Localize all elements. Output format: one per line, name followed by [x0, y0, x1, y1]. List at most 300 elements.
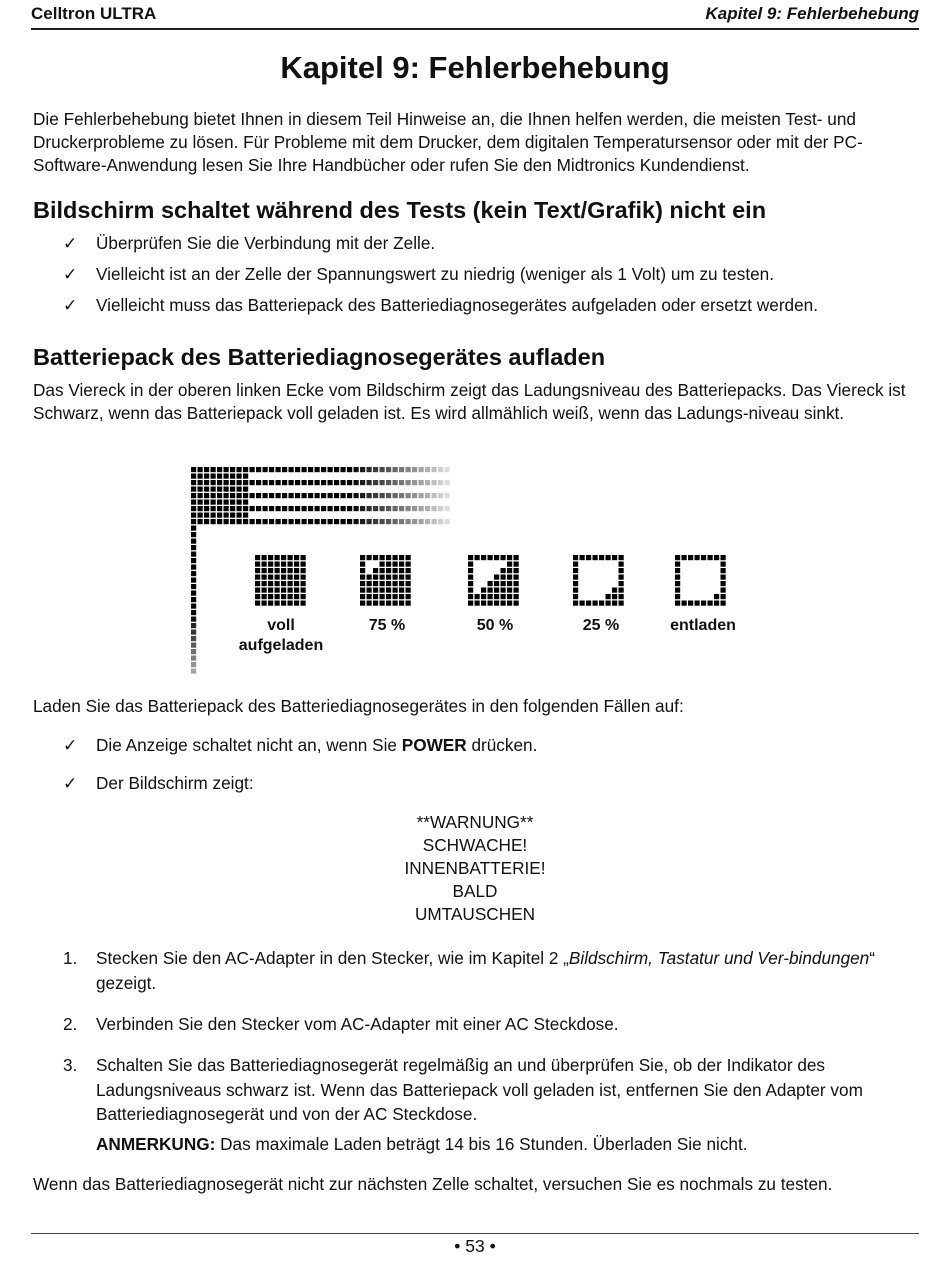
battery-icon-pixel: [360, 581, 365, 586]
battery-icon-pixel: [468, 581, 473, 586]
battery-icon-pixel: [612, 594, 617, 599]
note: [96, 1133, 748, 1156]
screen-line-pixel: [295, 480, 300, 485]
battery-icon-pixel: [294, 588, 299, 593]
battery-icon-pixel: [475, 601, 480, 606]
battery-icon-pixel: [373, 575, 378, 580]
battery-icon-pixel: [573, 562, 578, 567]
screen-line-pixel: [282, 480, 287, 485]
screen-line-pixel: [308, 493, 313, 498]
battery-icon-pixel: [281, 575, 286, 580]
screen-line-pixel: [425, 493, 430, 498]
screen-line-pixel: [445, 493, 450, 498]
battery-icon-pixel: [507, 588, 512, 593]
battery-icon-pixel: [468, 562, 473, 567]
battery-icon-pixel: [586, 601, 591, 606]
corner-pixel: [230, 500, 235, 505]
corner-pixel: [230, 493, 235, 498]
battery-icon-pixel: [501, 555, 506, 560]
note-label: ANMERKUNG:: [96, 1134, 216, 1154]
corner-pixel: [191, 480, 196, 485]
corner-pixel: [211, 506, 216, 511]
battery-level-label: [435, 616, 555, 636]
battery-icon-pixel: [501, 588, 506, 593]
corner-pixel: [217, 506, 222, 511]
battery-icon-pixel: [406, 588, 411, 593]
corner-pixel: [224, 493, 229, 498]
screen-line-pixel: [334, 493, 339, 498]
screen-line-pixel: [289, 480, 294, 485]
battery-icon-pixel: [675, 588, 680, 593]
battery-icon-pixel: [268, 562, 273, 567]
screen-edge-pixel: [191, 545, 196, 550]
screen-line-pixel: [373, 480, 378, 485]
battery-icon-pixel: [262, 562, 267, 567]
screen-edge-pixel: [191, 604, 196, 609]
step-text: Verbinden Sie den Stecker vom AC-Adapter mit einer AC Steckdose.: [96, 1014, 619, 1034]
battery-icon-pixel: [294, 562, 299, 567]
screen-line-pixel: [341, 467, 346, 472]
screen-line-pixel: [250, 480, 255, 485]
checkmark-icon: ✓: [63, 265, 78, 284]
screen-edge-pixel: [191, 630, 196, 635]
screen-line-pixel: [399, 467, 404, 472]
header-chapter-name: Kapitel 9: Fehlerbehebung: [705, 4, 919, 23]
battery-icon-pixel: [301, 568, 306, 573]
battery-icon-pixel: [281, 588, 286, 593]
battery-icon-pixel: [268, 575, 273, 580]
screen-line-pixel: [373, 506, 378, 511]
screen-line-pixel: [341, 480, 346, 485]
battery-icon-pixel: [288, 575, 293, 580]
battery-icon-pixel: [501, 575, 506, 580]
battery-icon-pixel: [393, 575, 398, 580]
screen-line-pixel: [334, 480, 339, 485]
corner-pixel: [224, 467, 229, 472]
corner-pixel: [198, 480, 203, 485]
corner-pixel: [211, 467, 216, 472]
screen-line-pixel: [445, 519, 450, 524]
battery-icon-pixel: [294, 568, 299, 573]
corner-pixel: [204, 519, 209, 524]
battery-icon-pixel: [288, 588, 293, 593]
battery-icon-pixel: [721, 581, 726, 586]
corner-pixel: [198, 467, 203, 472]
checkmark-icon: ✓: [63, 736, 78, 755]
battery-icon-pixel: [494, 594, 499, 599]
power-key-label: POWER: [401, 735, 467, 755]
screen-line-pixel: [438, 506, 443, 511]
battery-icon-pixel: [367, 594, 372, 599]
battery-icon-pixel: [275, 601, 280, 606]
screen-edge-pixel: [191, 584, 196, 589]
screen-line-pixel: [276, 506, 281, 511]
battery-icon-pixel: [406, 568, 411, 573]
screen-line-pixel: [302, 493, 307, 498]
screen-line-pixel: [276, 467, 281, 472]
battery-icon-pixel: [360, 555, 365, 560]
corner-pixel: [243, 513, 248, 518]
battery-icon-pixel: [281, 594, 286, 599]
screen-line-pixel: [393, 506, 398, 511]
battery-icon-pixel: [573, 581, 578, 586]
corner-pixel: [237, 500, 242, 505]
screen-line-pixel: [386, 519, 391, 524]
corner-pixel: [191, 513, 196, 518]
screen-line-pixel: [425, 467, 430, 472]
corner-pixel: [243, 467, 248, 472]
battery-icon-pixel: [468, 555, 473, 560]
corner-pixel: [217, 480, 222, 485]
battery-level-figure: [185, 462, 765, 682]
screen-edge-pixel: [191, 636, 196, 641]
corner-pixel: [211, 519, 216, 524]
footer-rule: [31, 1233, 919, 1234]
screen-line-pixel: [399, 480, 404, 485]
battery-level-label: [327, 616, 447, 636]
battery-icon-pixel: [386, 588, 391, 593]
battery-icon-pixel: [301, 555, 306, 560]
battery-icon-pixel: [367, 575, 372, 580]
screen-line-pixel: [295, 493, 300, 498]
battery-icon-pixel: [619, 562, 624, 567]
screen-line-pixel: [347, 467, 352, 472]
section2-paragraph: Das Viereck in der oberen linken Ecke vom Bildschirm zeigt das Ladungsniveau des Batteriepacks. Das Viereck ist Schwarz, wenn das Batteriepack voll geladen ist. Es wird allmählich weiß, wenn das Ladungs-niveau sinkt.: [33, 380, 906, 423]
step-item: [63, 946, 921, 995]
screen-line-pixel: [269, 480, 274, 485]
corner-pixel: [230, 467, 235, 472]
corner-pixel: [204, 480, 209, 485]
battery-icon-pixel: [708, 601, 713, 606]
battery-icon-pixel: [301, 601, 306, 606]
screen-line-pixel: [269, 467, 274, 472]
battery-icon-pixel: [386, 562, 391, 567]
battery-icon-pixel: [294, 601, 299, 606]
screen-line-pixel: [321, 467, 326, 472]
step-number: 2.: [63, 1014, 78, 1034]
checklist-item-text: Überprüfen Sie die Verbindung mit der Zelle.: [96, 233, 436, 253]
chapter-reference: Bildschirm, Tastatur und Ver-bindungen: [568, 948, 870, 968]
battery-icon-pixel: [612, 588, 617, 593]
battery-icon-pixel: [701, 555, 706, 560]
battery-icon-pixel: [488, 594, 493, 599]
battery-icon-pixel: [367, 601, 372, 606]
screen-line-pixel: [360, 506, 365, 511]
battery-icon-pixel: [501, 568, 506, 573]
battery-icon-pixel: [507, 594, 512, 599]
screen-line-pixel: [380, 467, 385, 472]
battery-icon-pixel: [255, 581, 260, 586]
screen-line-pixel: [321, 493, 326, 498]
screen-line-pixel: [393, 467, 398, 472]
corner-pixel: [243, 500, 248, 505]
battery-icon-pixel: [573, 568, 578, 573]
battery-icon-pixel: [675, 568, 680, 573]
screen-line-pixel: [445, 506, 450, 511]
battery-icon-pixel: [288, 581, 293, 586]
screen-line-pixel: [406, 506, 411, 511]
battery-icon-pixel: [288, 555, 293, 560]
battery-icon-pixel: [262, 594, 267, 599]
battery-icon-pixel: [393, 601, 398, 606]
battery-icon-pixel: [573, 555, 578, 560]
battery-icon-pixel: [373, 601, 378, 606]
screen-line-pixel: [308, 506, 313, 511]
corner-pixel: [230, 474, 235, 479]
battery-icon-pixel: [721, 568, 726, 573]
screen-line-pixel: [269, 493, 274, 498]
screen-edge-pixel: [191, 656, 196, 661]
corner-pixel: [217, 487, 222, 492]
screen-edge-pixel: [191, 669, 196, 674]
battery-icon-pixel: [514, 575, 519, 580]
screen-line-pixel: [380, 506, 385, 511]
battery-icon-pixel: [580, 555, 585, 560]
screen-line-pixel: [269, 506, 274, 511]
screen-line-pixel: [289, 493, 294, 498]
screen-line-pixel: [334, 467, 339, 472]
corner-pixel: [243, 480, 248, 485]
battery-icon-pixel: [393, 555, 398, 560]
battery-icon-pixel: [721, 588, 726, 593]
battery-icon-pixel: [275, 568, 280, 573]
screen-line-pixel: [341, 493, 346, 498]
warning-message: [0, 811, 950, 926]
screen-line-pixel: [347, 493, 352, 498]
battery-icon-pixel: [606, 601, 611, 606]
battery-icon-pixel: [586, 555, 591, 560]
screen-line-pixel: [321, 519, 326, 524]
section2-heading: Batteriepack des Batteriediagnosegerätes aufladen: [33, 344, 606, 370]
battery-icon-pixel: [275, 588, 280, 593]
battery-icon-pixel: [406, 575, 411, 580]
corner-pixel: [191, 519, 196, 524]
screen-line-pixel: [360, 467, 365, 472]
battery-icon-pixel: [573, 588, 578, 593]
battery-icon-pixel: [721, 575, 726, 580]
battery-level-label-line2: aufgeladen: [238, 637, 324, 654]
battery-icon-pixel: [695, 601, 700, 606]
battery-icon-pixel: [501, 581, 506, 586]
screen-line-pixel: [334, 506, 339, 511]
corner-pixel: [243, 493, 248, 498]
battery-icon-pixel: [281, 568, 286, 573]
battery-icon-pixel: [268, 601, 273, 606]
battery-icon-pixel: [301, 594, 306, 599]
screen-line-pixel: [263, 467, 268, 472]
screen-line-pixel: [399, 506, 404, 511]
battery-icon-pixel: [275, 581, 280, 586]
screen-line-pixel: [412, 480, 417, 485]
screen-line-pixel: [302, 519, 307, 524]
corner-pixel: [191, 467, 196, 472]
battery-icon-pixel: [386, 594, 391, 599]
battery-icon-pixel: [507, 562, 512, 567]
battery-icon-pixel: [255, 588, 260, 593]
screen-edge-pixel: [191, 591, 196, 596]
corner-pixel: [230, 487, 235, 492]
section1-heading: Bildschirm schaltet während des Tests (kein Text/Grafik) nicht ein: [33, 197, 767, 223]
battery-icon-pixel: [393, 568, 398, 573]
screen-line-pixel: [308, 519, 313, 524]
battery-level-label-line1: voll: [267, 617, 295, 634]
screen-line-pixel: [380, 480, 385, 485]
screen-line-pixel: [347, 506, 352, 511]
battery-icon-pixel: [688, 555, 693, 560]
screen-line-pixel: [263, 480, 268, 485]
screen-line-pixel: [354, 467, 359, 472]
battery-icon-pixel: [573, 575, 578, 580]
battery-level-label-line1: 25 %: [582, 617, 620, 634]
corner-pixel: [198, 519, 203, 524]
battery-icon-pixel: [494, 575, 499, 580]
screen-line-pixel: [360, 493, 365, 498]
battery-icon-pixel: [268, 581, 273, 586]
corner-pixel: [211, 487, 216, 492]
screen-line-pixel: [432, 506, 437, 511]
battery-level-label-line1: 50 %: [476, 617, 514, 634]
battery-icon-pixel: [360, 562, 365, 567]
screen-line-pixel: [250, 493, 255, 498]
battery-icon-pixel: [494, 555, 499, 560]
corner-pixel: [230, 519, 235, 524]
battery-icon-pixel: [468, 588, 473, 593]
corner-pixel: [204, 493, 209, 498]
screen-line-pixel: [282, 506, 287, 511]
corner-pixel: [204, 487, 209, 492]
corner-pixel: [204, 506, 209, 511]
battery-icon-pixel: [619, 555, 624, 560]
battery-icon-pixel: [721, 555, 726, 560]
battery-icon-pixel: [494, 588, 499, 593]
warning-line: BALD: [452, 881, 498, 901]
battery-icon-pixel: [255, 562, 260, 567]
battery-icon-pixel: [262, 568, 267, 573]
battery-icon-pixel: [399, 588, 404, 593]
corner-pixel: [204, 513, 209, 518]
screen-line-pixel: [419, 506, 424, 511]
screen-line-pixel: [445, 467, 450, 472]
corner-pixel: [237, 467, 242, 472]
battery-icon-pixel: [606, 555, 611, 560]
screen-line-pixel: [354, 480, 359, 485]
screen-line-pixel: [406, 467, 411, 472]
battery-icon-pixel: [262, 581, 267, 586]
screen-line-pixel: [328, 467, 333, 472]
warning-line: **WARNUNG**: [416, 812, 534, 832]
battery-icon-pixel: [721, 562, 726, 567]
corner-pixel: [237, 493, 242, 498]
battery-icon-pixel: [488, 588, 493, 593]
screen-line-pixel: [393, 519, 398, 524]
battery-icon-pixel: [675, 581, 680, 586]
battery-icon-pixel: [507, 555, 512, 560]
battery-icon-pixel: [373, 568, 378, 573]
battery-icon-pixel: [275, 555, 280, 560]
screen-line-pixel: [354, 506, 359, 511]
charge-condition-text: Die Anzeige schaltet nicht an, wenn Sie POWER drücken.: [96, 735, 538, 755]
battery-icon-pixel: [399, 575, 404, 580]
screen-line-pixel: [438, 519, 443, 524]
corner-pixel: [224, 480, 229, 485]
screen-line-pixel: [263, 493, 268, 498]
battery-icon-pixel: [406, 555, 411, 560]
battery-icon-pixel: [708, 555, 713, 560]
battery-icon-pixel: [380, 555, 385, 560]
warning-line: INNENBATTERIE!: [404, 858, 546, 878]
step-number: 1.: [63, 948, 78, 968]
screen-line-pixel: [256, 519, 261, 524]
battery-icon-pixel: [288, 594, 293, 599]
charge-condition-item: [63, 734, 923, 757]
battery-icon-pixel: [373, 594, 378, 599]
battery-icon-pixel: [393, 581, 398, 586]
battery-icon-pixel: [386, 581, 391, 586]
screen-line-pixel: [347, 519, 352, 524]
battery-icon-pixel: [406, 581, 411, 586]
screen-line-pixel: [425, 506, 430, 511]
battery-icon-pixel: [514, 588, 519, 593]
screen-line-pixel: [321, 480, 326, 485]
corner-pixel: [204, 500, 209, 505]
battery-icon-pixel: [294, 581, 299, 586]
corner-pixel: [217, 493, 222, 498]
warning-line: UMTAUSCHEN: [415, 904, 535, 924]
corner-pixel: [230, 506, 235, 511]
battery-icon-pixel: [612, 601, 617, 606]
battery-icon-pixel: [488, 581, 493, 586]
screen-line-pixel: [282, 467, 287, 472]
battery-icon-pixel: [514, 562, 519, 567]
battery-icon-pixel: [475, 555, 480, 560]
screen-line-pixel: [367, 506, 372, 511]
screen-line-pixel: [308, 480, 313, 485]
screen-line-pixel: [432, 480, 437, 485]
battery-icon-pixel: [393, 562, 398, 567]
warning-line: SCHWACHE!: [422, 835, 528, 855]
battery-icon-pixel: [488, 555, 493, 560]
screen-line-pixel: [276, 493, 281, 498]
screen-line-pixel: [315, 519, 320, 524]
battery-icon-pixel: [268, 588, 273, 593]
corner-pixel: [217, 519, 222, 524]
screen-line-pixel: [308, 467, 313, 472]
battery-icon-pixel: [501, 601, 506, 606]
screen-edge-pixel: [191, 565, 196, 570]
corner-pixel: [243, 474, 248, 479]
battery-icon-pixel: [275, 594, 280, 599]
battery-icon-pixel: [573, 601, 578, 606]
battery-icon-pixel: [514, 581, 519, 586]
battery-icon-pixel: [281, 581, 286, 586]
battery-icon-pixel: [380, 562, 385, 567]
corner-pixel: [237, 519, 242, 524]
battery-icon-pixel: [386, 575, 391, 580]
battery-icon-pixel: [714, 601, 719, 606]
corner-pixel: [191, 500, 196, 505]
battery-icon-pixel: [619, 601, 624, 606]
battery-icon-pixel: [721, 594, 726, 599]
corner-pixel: [211, 480, 216, 485]
battery-icon-pixel: [399, 562, 404, 567]
corner-pixel: [224, 513, 229, 518]
step-number: 3.: [63, 1055, 78, 1075]
screen-edge-pixel: [191, 623, 196, 628]
note-text: Das maximale Laden beträgt 14 bis 16 Stunden. Überladen Sie nicht.: [215, 1134, 748, 1154]
battery-icon-pixel: [373, 555, 378, 560]
corner-pixel: [237, 474, 242, 479]
battery-icon-pixel: [721, 601, 726, 606]
